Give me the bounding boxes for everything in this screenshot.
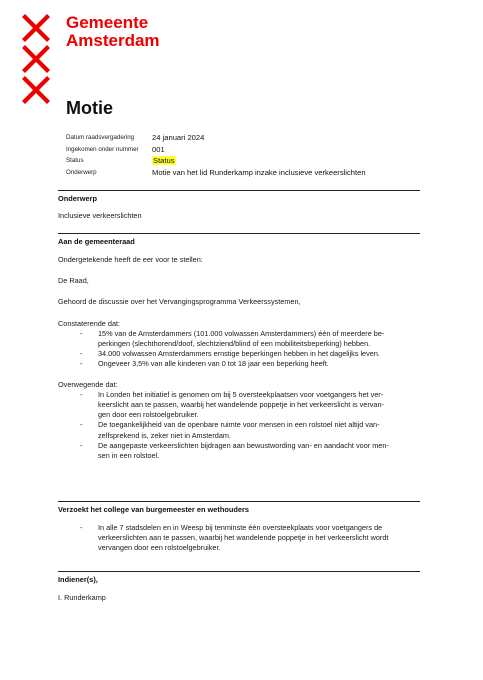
indiener-name: I. Runderkamp bbox=[58, 593, 106, 602]
section-onderwerp bbox=[58, 190, 420, 221]
list-item: - In alle 7 stadsdelen en in Weesp bij tenminste één oversteekplaats voor voetgangers de verkeerslichten aan te passen, waarbij het wandelende poppetje in het verkeerslicht wordt vervangen door een rolstoelgebruiker. bbox=[58, 523, 420, 554]
list-item-line: 15% van de Amsterdammers (101.000 volwassen Amsterdammers) één of meerdere be- bbox=[98, 328, 385, 338]
list-item-line: De aangepaste verkeerslichten bijdragen aan bewustwording van- en aandacht voor men- bbox=[98, 440, 389, 450]
cross-icon bbox=[22, 14, 50, 42]
list-item: - De toegankelijkheid van de openbare ruimte voor mensen in een rolstoel niet altijd van- zelfsprekend is, zeker niet in Amsterdam. bbox=[58, 420, 420, 440]
meta-value-status bbox=[152, 156, 176, 165]
list-item-line: In alle 7 stadsdelen en in Weesp bij tenminste één oversteekplaats voor voetgangers de bbox=[98, 523, 383, 532]
section-verzoekt bbox=[58, 501, 420, 554]
constaterende-list bbox=[58, 329, 420, 370]
amsterdam-crosses-logo bbox=[22, 14, 52, 107]
meta-row bbox=[66, 167, 426, 179]
meta-label: Status bbox=[66, 157, 84, 165]
list-item-line: Ongeveer 3,5% van alle kinderen van 0 tot 18 jaar een beperking heeft. bbox=[98, 359, 329, 369]
section-rule bbox=[58, 190, 420, 191]
cross-icon bbox=[22, 76, 50, 104]
section-rule bbox=[58, 501, 420, 502]
list-item-line: keerslicht aan te passen, waarbij het wandelende poppetje in het verkeerslicht is vervan- bbox=[98, 400, 384, 410]
list-item-line: 34.000 volwassen Amsterdammers ernstige beperkingen hebben in het dagelijks leven. bbox=[98, 349, 380, 359]
meta-label: Onderwerp bbox=[66, 168, 97, 176]
meta-label: Datum raadsvergadering bbox=[66, 134, 135, 142]
document-title: Motie bbox=[66, 98, 113, 118]
meta-row bbox=[66, 132, 426, 144]
logo-line-1: Gemeente bbox=[66, 13, 149, 32]
meta-row bbox=[66, 144, 426, 156]
intro-text: Ondergetekende heeft de eer voor te stellen: bbox=[58, 255, 203, 264]
list-item: - In Londen het initiatief is genomen om bij 5 oversteekplaatsen voor voetgangers het ver- keerslicht aan te passen, waarbij het wandelende poppetje in het verkeerslicht is vervan- gen door een rolstoelgebruiker. bbox=[58, 390, 420, 421]
meta-value: Motie van het lid Runderkamp inzake inclusieve verkeerslichten bbox=[152, 167, 366, 177]
cross-icon bbox=[22, 45, 50, 73]
logo-line-2: Amsterdam bbox=[66, 31, 160, 50]
overwegende-label: Overwegende dat: bbox=[58, 379, 118, 389]
list-item: - 15% van de Amsterdammers (101.000 volwassen Amsterdammers) één of meerdere be- perkingen (slechthorend/doof, slechtziend/blind of een mobiliteitsbeperking) hebben. bbox=[58, 329, 420, 349]
overwegende-list bbox=[58, 390, 420, 461]
list-item-line: sen in een rolstoel. bbox=[98, 451, 160, 461]
onderwerp-text: Inclusieve verkeerslichten bbox=[58, 211, 142, 220]
meta-row bbox=[66, 155, 426, 167]
section-indiener bbox=[58, 571, 420, 603]
list-item-line: vervangen door een rolstoelgebruiker. bbox=[98, 543, 221, 553]
list-item-line: perkingen (slechthorend/doof, slechtziend/blind of een mobiliteitsbeperking) hebben. bbox=[98, 339, 371, 349]
section-heading: Verzoekt het college van burgemeester en wethouders bbox=[58, 505, 249, 514]
list-item-line: In Londen het initiatief is genomen om bij 5 oversteekplaatsen voor voetgangers het ver- bbox=[98, 389, 384, 399]
status-highlight: Status bbox=[153, 156, 175, 166]
list-item-line: verkeerslichten aan te passen, waarbij het wandelende poppetje in het verkeerslicht wordt bbox=[98, 533, 389, 543]
section-heading: Onderwerp bbox=[58, 194, 98, 203]
verzoekt-list bbox=[58, 523, 420, 554]
list-item: - Ongeveer 3,5% van alle kinderen van 0 tot 18 jaar een beperking heeft. bbox=[58, 359, 420, 369]
section-heading: Indiener(s), bbox=[58, 575, 98, 584]
list-item-line: zelfsprekend is, zeker niet in Amsterdam. bbox=[98, 430, 232, 440]
section-heading: Aan de gemeenteraad bbox=[58, 237, 135, 246]
municipality-name bbox=[66, 14, 160, 50]
list-item-line: De toegankelijkheid van de openbare ruimte voor mensen in een rolstoel niet altijd van- bbox=[98, 420, 380, 430]
section-rule bbox=[58, 233, 420, 234]
salutation-text: De Raad, bbox=[58, 276, 89, 286]
constaterende-label: Constaterende dat: bbox=[58, 318, 121, 328]
meta-value: 001 bbox=[152, 144, 165, 154]
list-item: - 34.000 volwassen Amsterdammers ernstige beperkingen hebben in het dagelijks leven. bbox=[58, 349, 420, 359]
meta-table bbox=[66, 132, 426, 178]
section-gemeenteraad bbox=[58, 233, 420, 461]
meta-value: 24 januari 2024 bbox=[152, 133, 205, 143]
list-item-line: gen door een rolstoelgebruiker. bbox=[98, 410, 199, 420]
list-item: - De aangepaste verkeerslichten bijdragen aan bewustwording van- en aandacht voor men- sen in een rolstoel. bbox=[58, 441, 420, 461]
section-rule bbox=[58, 571, 420, 572]
meta-label: Ingekomen onder nummer bbox=[66, 145, 139, 153]
gehoord-text: Gehoord de discussie over het Vervangingsprogramma Verkeerssystemen, bbox=[58, 297, 301, 307]
